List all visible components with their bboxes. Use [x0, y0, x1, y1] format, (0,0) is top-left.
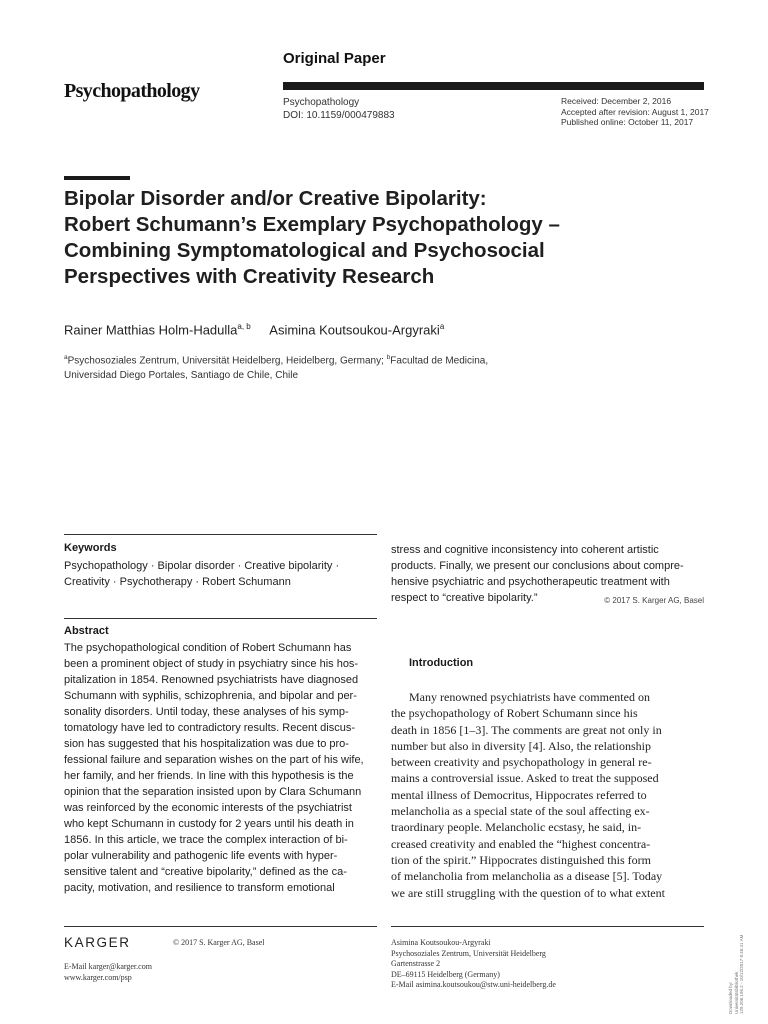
paper-type: Original Paper	[283, 50, 386, 67]
intro-line: melancholia as a special state of the soul affecting ex-	[391, 804, 650, 819]
abstract-continued	[391, 542, 704, 609]
correspondence-email-link[interactable]: E-Mail asimina.koutsoukou@stw.uni-heidelberg.de	[391, 980, 556, 989]
abstract-line: her family, and her friends. In line with this hypothesis is the	[64, 770, 354, 782]
abstract-line: opinion that the separation insisted upon by Clara Schumann	[64, 786, 362, 798]
publisher-contact	[64, 962, 152, 983]
abstract-line: who kept Schumann in custody for 2 years until his death in	[64, 818, 354, 830]
publisher-email-link[interactable]: E-Mail karger@karger.com	[64, 962, 152, 971]
intro-line: mains a controversial issue. Asked to treat the supposed	[391, 771, 659, 786]
abstract-line: tomatology have led to contradictory results. Recent discus-	[64, 722, 356, 734]
publisher-logo: KARGER	[64, 935, 131, 950]
title-line: Bipolar Disorder and/or Creative Bipolarity:	[64, 187, 487, 210]
author-affil-mark: a	[439, 322, 445, 331]
footer-rule-left	[64, 926, 377, 927]
abstract-line: polar vulnerability and pathogenic life events with hyper-	[64, 850, 338, 862]
published-date: Published online: October 11, 2017	[561, 117, 694, 127]
intro-line: mental illness of Democritus, Hippocrates referred to	[391, 787, 647, 802]
introduction-heading: Introduction	[409, 657, 474, 669]
abstract-line: been a prominent object of study in psychiatry since his hos-	[64, 658, 359, 670]
correspondence	[391, 938, 556, 991]
title-rule	[64, 176, 130, 180]
intro-line: we are still struggling with the question of to what extent	[391, 885, 665, 900]
abstract-line: pitalization in 1854. Renowned psychiatrists have diagnosed	[64, 674, 359, 686]
affil-mark: a	[64, 354, 68, 361]
abstract-line: products. Finally, we present our conclusions about compre-	[391, 560, 684, 572]
abstract-line: pacity, motivation, and resilience to transform emotional	[64, 882, 335, 894]
author-name[interactable]: Rainer Matthias Holm-Hadulla	[64, 322, 238, 338]
abstract-line: stress and cognitive inconsistency into coherent artistic	[391, 544, 659, 556]
download-stamp-line: 129.206.196.2 - 10/12/2017 8:46:41 AM	[739, 934, 744, 1014]
doi-link[interactable]: DOI: 10.1159/000479883	[283, 110, 395, 121]
intro-line: traordinary people. Melancholic ecstasy, he said, in-	[391, 820, 642, 835]
abstract-rule	[64, 618, 377, 619]
abstract-line: respect to “creative bipolarity.”	[391, 592, 538, 604]
abstract-line: sonality disorders. Until today, these analyses of his symp-	[64, 706, 349, 718]
abstract-line: hensive psychiatric and psychotherapeutic treatment with	[391, 576, 670, 588]
dates-meta	[561, 96, 709, 128]
intro-line: death in 1856 [1–3]. The comments are great not only in	[391, 722, 662, 737]
journal-logo: Psychopathology	[64, 80, 200, 102]
abstract-line: 1856. In this article, we trace the complex interaction of bi-	[64, 834, 348, 846]
paper-title	[64, 186, 704, 290]
intro-line: of melancholia from melancholia as a disease [5]. Today	[391, 869, 663, 884]
abstract-body	[64, 640, 377, 896]
accepted-date: Accepted after revision: August 1, 2017	[561, 106, 709, 117]
correspondence-name: Asimina Koutsoukou-Argyraki	[391, 938, 491, 947]
download-stamp-line: Universitätsbibliothek	[733, 971, 739, 1014]
intro-line: tion of the spirit.” Hippocrates distinguished this form	[391, 852, 651, 867]
intro-line: creased creativity and enabled the “highest concentra-	[391, 836, 651, 851]
keywords-line: Psychopathology · Bipolar disorder · Creative bipolarity ·	[64, 560, 340, 572]
author-name[interactable]: Asimina Koutsoukou-Argyraki	[269, 322, 440, 338]
authors	[64, 322, 444, 337]
download-stamp-line: Downloaded by:	[728, 981, 733, 1014]
affil-text: Universidad Diego Portales, Santiago de Chile, Chile	[64, 370, 299, 382]
abstract-heading: Abstract	[64, 625, 109, 637]
intro-line: the psychopathology of Robert Schumann since his	[391, 706, 638, 721]
affil-text: Facultad de Medicina,	[390, 355, 489, 367]
abstract-line: sensitive talent and “creative bipolarity,” defined as the ca-	[64, 866, 347, 878]
title-line: Robert Schumann’s Exemplary Psychopathology –	[64, 213, 560, 236]
received-date: Received: December 2, 2016	[561, 96, 672, 106]
abstract-line: The psychopathological condition of Robert Schumann has	[64, 642, 352, 654]
abstract-last-line	[391, 590, 704, 609]
keywords-heading: Keywords	[64, 542, 117, 554]
abstract-line: was reinforced by the economic interests of the psychiatrist	[64, 802, 352, 814]
intro-line: between creativity and psychopathology in general re-	[391, 755, 652, 770]
abstract-line: sion has suggested that his hospitalization was due to pro-	[64, 738, 349, 750]
journal-meta	[283, 96, 395, 122]
abstract-line: fessional failure and separation wishes on the part of his wife,	[64, 754, 364, 766]
keywords-rule	[64, 534, 377, 535]
intro-line: number but also in diversity [4]. Also, the relationship	[391, 738, 651, 753]
footer-rule-right	[391, 926, 704, 927]
affiliations	[64, 350, 524, 383]
author-affil-mark: a, b	[237, 322, 251, 331]
title-line: Combining Symptomatological and Psychosocial	[64, 239, 545, 262]
keywords-list	[64, 558, 377, 590]
footer-copyright: © 2017 S. Karger AG, Basel	[173, 938, 265, 947]
journal-meta-name: Psychopathology	[283, 97, 360, 108]
keywords-line: Creativity · Psychotherapy · Robert Schumann	[64, 576, 291, 588]
correspondence-line: DE–69115 Heidelberg (Germany)	[391, 969, 500, 979]
affil-mark: b	[386, 354, 391, 361]
intro-line: Many renowned psychiatrists have commented on	[409, 690, 650, 704]
header-rule	[283, 82, 704, 90]
publisher-web-link[interactable]: www.karger.com/psp	[64, 972, 132, 982]
abstract-line: Schumann with syphilis, schizophrenia, and bipolar and per-	[64, 690, 357, 702]
abstract-copyright: © 2017 S. Karger AG, Basel	[604, 596, 704, 605]
correspondence-line: Psychosoziales Zentrum, Universität Heidelberg	[391, 948, 546, 958]
introduction-body	[391, 689, 704, 901]
correspondence-line: Gartenstrasse 2	[391, 959, 441, 968]
title-line: Perspectives with Creativity Research	[64, 265, 435, 288]
download-stamp	[728, 935, 745, 1014]
affil-text: Psychosoziales Zentrum, Universität Heidelberg, Heidelberg, Germany;	[67, 355, 387, 367]
